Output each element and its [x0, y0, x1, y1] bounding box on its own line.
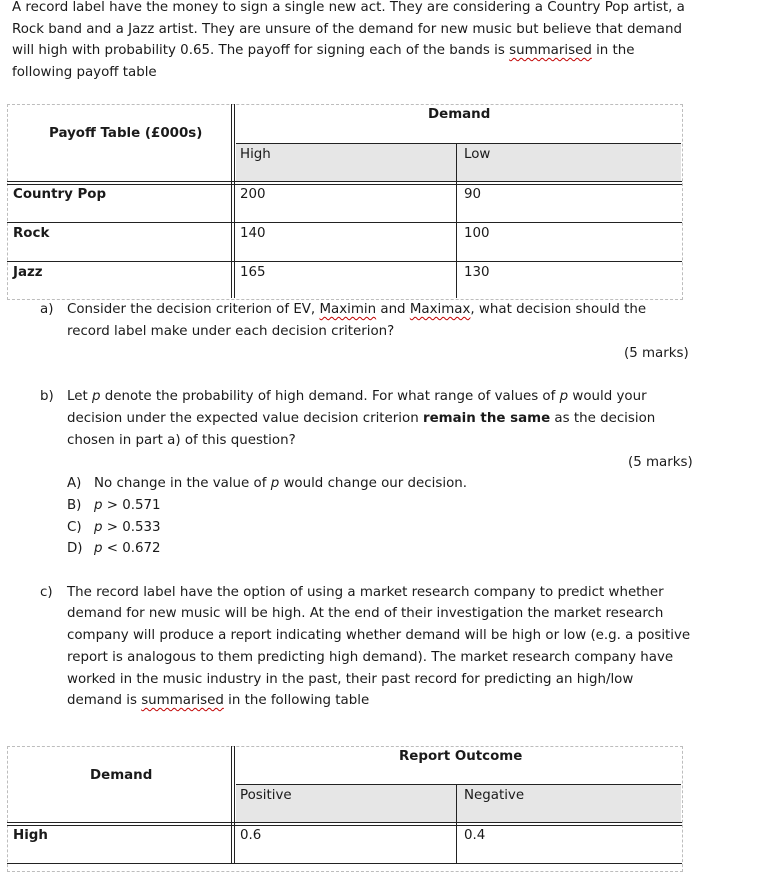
row-label: High [13, 828, 48, 843]
part-c-line-6 [67, 693, 369, 708]
option-text [94, 541, 161, 556]
intro-line-3-end: in the [591, 43, 635, 59]
spelling-mark: summarised [509, 43, 592, 59]
column-divider [231, 746, 235, 864]
part-c-line-5: worked in the music industry in the past, their past record for predicting an high/low [67, 672, 634, 687]
text: would change our decision. [279, 476, 467, 491]
text: < 0.672 [102, 541, 161, 556]
spelling-mark: Maximax [409, 302, 471, 317]
row-label: Country Pop [13, 187, 107, 202]
option-letter: C) [67, 520, 82, 535]
part-a-marks: (5 marks) [624, 346, 689, 361]
part-c-line-3: company will produce a report indicating whether demand will be high or low (e.g. a positive [67, 628, 691, 643]
part-b-line-3: chosen in part a) of this question? [67, 433, 296, 448]
option-text [94, 520, 161, 535]
variable-p: p [91, 389, 101, 404]
demand-header: Demand [428, 107, 491, 122]
intro-line-3-text: will high with probability 0.65. The payoff for signing each of the bands is [12, 43, 510, 59]
table-title: Payoff Table (£000s) [49, 126, 203, 141]
variable-p: p [94, 520, 103, 535]
intro-line-4: following payoff table [12, 64, 157, 80]
part-a-line-1 [67, 302, 646, 317]
cell-positive: 0.6 [240, 828, 262, 843]
part-c-line-2: demand for new music will be high. At the end of their investigation the market research [67, 606, 664, 621]
report-outcome-header: Report Outcome [399, 749, 523, 764]
cell-high: 140 [240, 226, 266, 241]
header-shading [236, 143, 681, 182]
option-text [94, 498, 161, 513]
option-text [94, 476, 467, 491]
text: would your [568, 389, 647, 404]
text: in the following table [223, 693, 370, 708]
intro-line-2: Rock band and a Jazz artist. They are unsure of the demand for new music but believe that demand [12, 21, 682, 37]
part-c-label: c) [40, 585, 53, 600]
text: demand is [67, 693, 142, 708]
cell-high: 200 [240, 187, 266, 202]
col-low: Low [464, 147, 491, 162]
row-divider [7, 863, 682, 864]
text: decision under the expected value decision criterion [67, 411, 423, 426]
cell-high: 165 [240, 265, 266, 280]
part-c-line-4: report is analogous to them predicting high demand). The market research company have [67, 650, 674, 665]
bold-text: remain the same [422, 411, 551, 426]
part-b-line-2 [67, 411, 655, 426]
part-b-line-1 [67, 389, 647, 404]
option-letter: D) [67, 541, 83, 556]
text: and [376, 302, 410, 317]
row-label: Jazz [13, 265, 43, 280]
variable-p: p [559, 389, 569, 404]
table-title: Demand [90, 768, 153, 783]
variable-p: p [94, 498, 103, 513]
part-a-line-2: record label make under each decision criterion? [67, 324, 395, 339]
variable-p: p [94, 541, 103, 556]
row-divider [236, 784, 681, 785]
col-negative: Negative [464, 788, 525, 803]
column-divider [231, 104, 235, 298]
row-divider [7, 261, 682, 262]
option-letter: B) [67, 498, 82, 513]
row-label: Rock [13, 226, 50, 241]
part-b-label: b) [40, 389, 54, 404]
header-shading [236, 784, 681, 822]
col-positive: Positive [240, 788, 292, 803]
cell-low: 130 [464, 265, 490, 280]
row-divider [7, 222, 682, 223]
column-divider [456, 143, 457, 298]
text: > 0.571 [102, 498, 161, 513]
row-divider [7, 181, 682, 185]
text: > 0.533 [102, 520, 161, 535]
text: as the decision [550, 411, 656, 426]
cell-low: 90 [464, 187, 482, 202]
intro-line-3 [12, 40, 747, 62]
text: Let [67, 389, 92, 404]
variable-p: p [270, 476, 280, 491]
row-divider [236, 143, 681, 144]
text: denote the probability of high demand. For what range of values of [100, 389, 560, 404]
text: No change in the value of [94, 476, 271, 491]
option-letter: A) [67, 476, 82, 491]
part-b-marks: (5 marks) [628, 455, 693, 470]
part-c-line-1: The record label have the option of using a market research company to predict whether [67, 585, 664, 600]
intro-paragraph [12, 0, 747, 83]
text: Consider the decision criterion of EV, [67, 302, 320, 317]
row-divider [7, 822, 682, 826]
spelling-mark: summarised [141, 693, 224, 708]
col-high: High [240, 147, 271, 162]
text: , what decision should the [470, 302, 647, 317]
cell-low: 100 [464, 226, 490, 241]
spelling-mark: Maximin [319, 302, 377, 317]
intro-line-1: A record label have the money to sign a single new act. They are considering a Country Pop artist, a [12, 0, 685, 15]
part-a-label: a) [40, 302, 54, 317]
cell-negative: 0.4 [464, 828, 486, 843]
